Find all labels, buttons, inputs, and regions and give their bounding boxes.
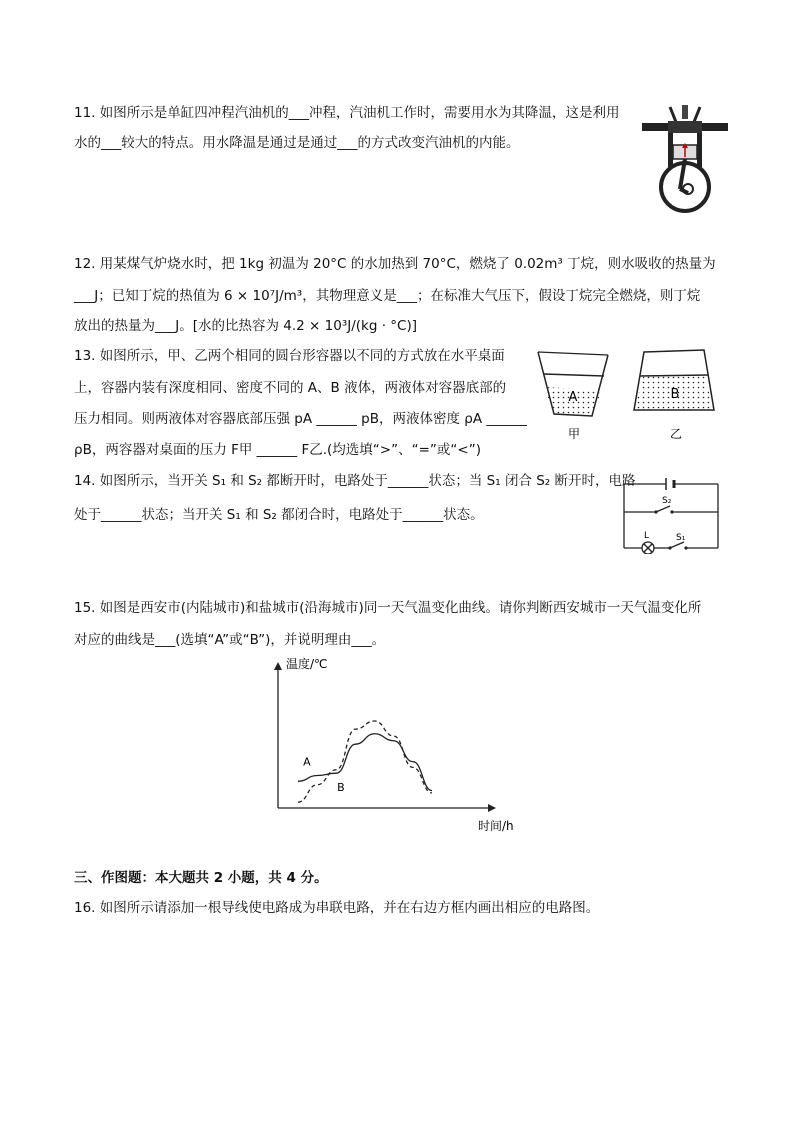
- q11-line1: 11. 如图所示是单缸四冲程汽油机的___冲程，汽油机工作时，需要用水为其降温，这是利用: [74, 105, 620, 121]
- q15-line1: 15. 如图是西安市(内陆城市)和盐城市(沿海城市)同一天气温变化曲线。请你判断西安城市一天气温变化所: [74, 600, 702, 616]
- label-jia: 甲: [567, 427, 581, 441]
- q12-line1: 12. 用某煤气炉烧水时，把 1kg 初温为 20°C 的水加热到 70°C，燃烧了 0.02m³ 丁烷，则水吸收的热量为: [74, 256, 716, 272]
- y-axis-label: 温度/℃: [286, 657, 328, 671]
- x-axis-label: 时间/h: [478, 819, 514, 833]
- q12-line3: 放出的热量为___J。[水的比热容为 4.2 × 10³J/(kg · °C)]: [74, 318, 418, 334]
- circuit-figure: [618, 472, 726, 554]
- temperature-chart: [260, 652, 530, 842]
- q16-line1: 16. 如图所示请添加一根导线使电路成为串联电路，并在右边方框内画出相应的电路图。: [74, 900, 600, 916]
- switch1-label: S₁: [676, 533, 686, 543]
- q13-line3: 压力相同。则两液体对容器底部压强 pA ______ pB，两液体密度 ρA ______: [74, 411, 527, 427]
- series-label-a: A: [303, 755, 311, 769]
- q13-line4: ρB，两容器对桌面的压力 F甲 ______ F乙.(均选填“>”、“=”或“<”): [74, 442, 481, 458]
- liquid-a-label: A: [568, 390, 578, 405]
- liquid-b-label: B: [670, 387, 680, 402]
- q13-line2: 上，容器内装有深度相同、密度不同的 A、B 液体，两液体对容器底部的: [74, 380, 507, 396]
- label-yi: 乙: [669, 427, 683, 441]
- q15-line2: 对应的曲线是___(选填“A”或“B”)，并说明理由___。: [74, 632, 386, 648]
- series-line-a: [298, 734, 432, 791]
- q14-line2: 处于______状态；当开关 S₁ 和 S₂ 都闭合时，电路处于______状态。: [74, 507, 484, 523]
- series-label-b: B: [337, 780, 345, 794]
- section3-heading: 三、作图题：本大题共 2 小题，共 4 分。: [74, 870, 328, 886]
- q11-line2: 水的___较大的特点。用水降温是通过是通过___的方式改变汽油机的内能。: [74, 135, 520, 151]
- q13-line1: 13. 如图所示，甲、乙两个相同的圆台形容器以不同的方式放在水平桌面: [74, 348, 505, 364]
- containers-figure: [532, 346, 732, 446]
- q14-line1: 14. 如图所示，当开关 S₁ 和 S₂ 都断开时，电路处于______状态；当 S₁ 闭合 S₂ 断开时，电路: [74, 473, 636, 489]
- lamp-label: L: [644, 531, 650, 541]
- q12-line2: ___J；已知丁烷的热值为 6 × 10⁷J/m³，其物理意义是___；在标准大气压下，假设丁烷完全燃烧，则丁烷: [74, 288, 701, 304]
- switch2-label: S₂: [662, 496, 672, 506]
- engine-figure: [640, 103, 730, 215]
